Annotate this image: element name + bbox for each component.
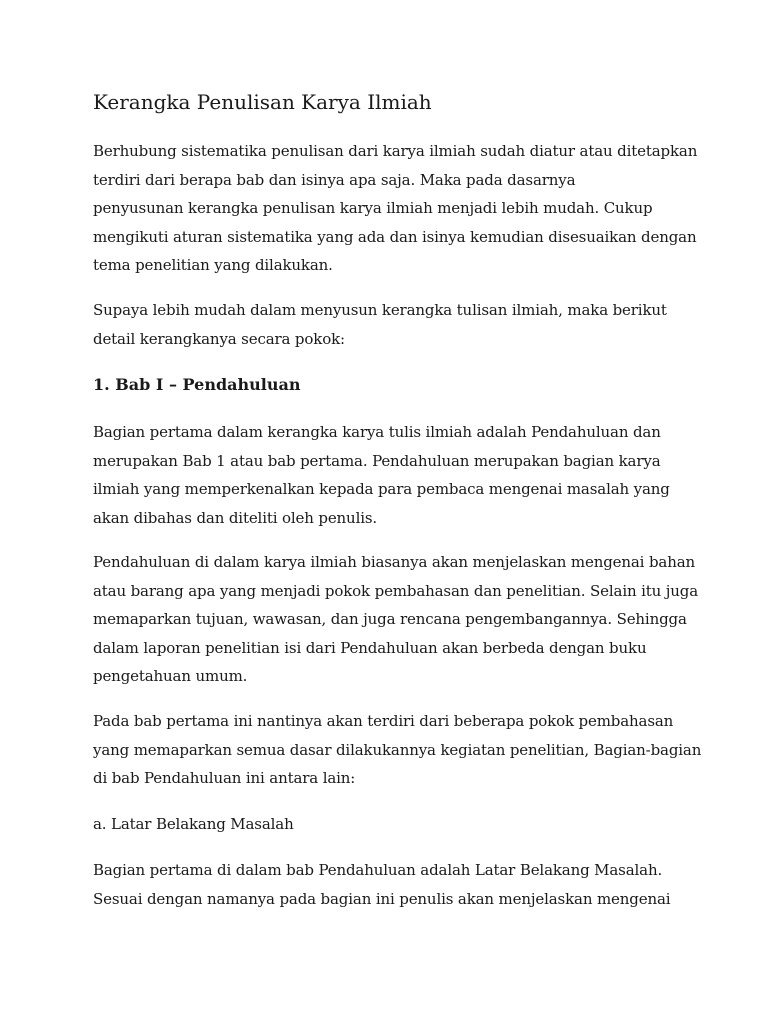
text-line: dalam laporan penelitian isi dari Pendahuluan akan berbeda dengan buku xyxy=(93,638,647,657)
text-line: penyusunan kerangka penulisan karya ilmiah menjadi lebih mudah. Cukup xyxy=(93,199,653,217)
text-line: a. Latar Belakang Masalah xyxy=(93,815,294,833)
section-heading-bab-1: 1. Bab I – Pendahuluan xyxy=(93,375,301,394)
text-line: merupakan Bab 1 atau bab pertama. Pendahuluan merupakan bagian karya xyxy=(93,451,661,470)
text-line: detail kerangkanya secara pokok: xyxy=(93,329,345,348)
text-line: pengetahuan umum. xyxy=(93,667,248,685)
text-line: atau barang apa yang menjadi pokok pembahasan dan penelitian. Selain itu juga xyxy=(93,581,699,600)
paragraph-bab1-intro xyxy=(93,418,693,532)
text-line: Pendahuluan di dalam karya ilmiah biasanya akan menjelaskan mengenai bahan xyxy=(93,553,696,571)
text-line: mengikuti aturan sistematika yang ada dan isinya kemudian disesuaikan dengan xyxy=(93,227,697,246)
text-line: ilmiah yang memperkenalkan kepada para pembaca mengenai masalah yang xyxy=(93,480,670,498)
document-title: Kerangka Penulisan Karya Ilmiah xyxy=(93,90,432,114)
paragraph-latar-belakang xyxy=(93,856,693,913)
text-line: Supaya lebih mudah dalam menyusun kerangka tulisan ilmiah, maka berikut xyxy=(93,301,667,319)
text-line: terdiri dari berapa bab dan isinya apa saja. Maka pada dasarnya xyxy=(93,170,576,189)
paragraph-intro xyxy=(93,137,698,280)
text-line: Berhubung sistematika penulisan dari karya ilmiah sudah diatur atau ditetapkan xyxy=(93,142,698,160)
paragraph-outline-intro xyxy=(93,296,693,353)
paragraph-bab1-parts xyxy=(93,707,702,793)
text-line: Bagian pertama di dalam bab Pendahuluan adalah Latar Belakang Masalah. xyxy=(93,861,663,879)
text-line: yang memaparkan semua dasar dilakukannya kegiatan penelitian, Bagian-bagian xyxy=(93,740,702,759)
subheading-latar-belakang xyxy=(93,810,693,839)
text-line: Sesuai dengan namanya pada bagian ini penulis akan menjelaskan mengenai xyxy=(93,889,671,908)
text-line: Pada bab pertama ini nantinya akan terdiri dari beberapa pokok pembahasan xyxy=(93,712,674,730)
text-line: di bab Pendahuluan ini antara lain: xyxy=(93,769,356,787)
text-line: tema penelitian yang dilakukan. xyxy=(93,256,333,274)
text-line: Bagian pertama dalam kerangka karya tulis ilmiah adalah Pendahuluan dan xyxy=(93,423,661,441)
text-line: akan dibahas dan diteliti oleh penulis. xyxy=(93,508,378,527)
text-line: memaparkan tujuan, wawasan, dan juga rencana pengembangannya. Sehingga xyxy=(93,610,687,628)
paragraph-pendahuluan-content xyxy=(93,548,699,691)
